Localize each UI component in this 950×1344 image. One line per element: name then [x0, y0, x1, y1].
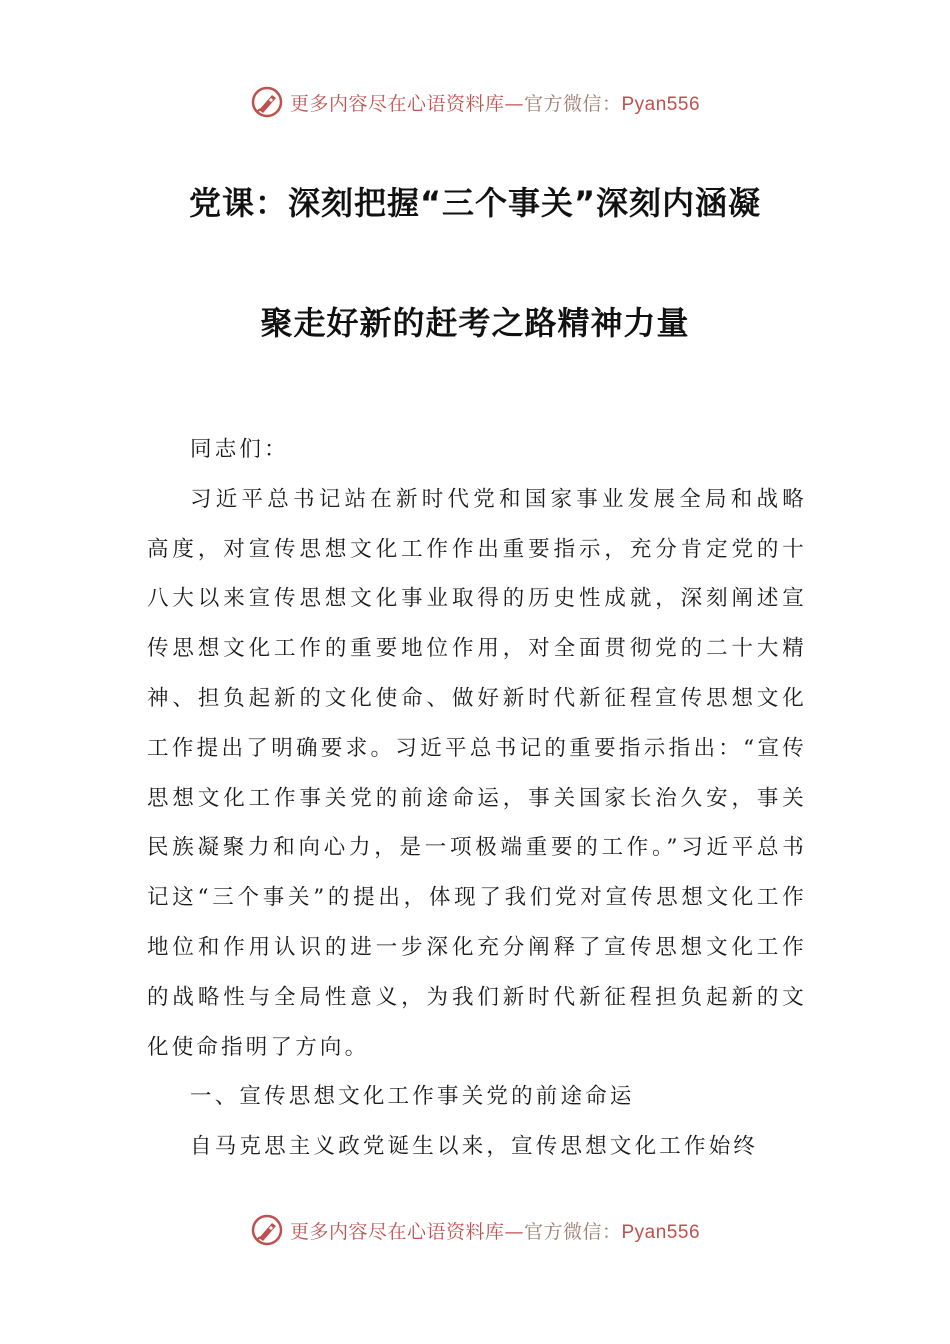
pen-nib-logo-icon — [250, 85, 284, 119]
watermark-wechat-label: 官方微信： — [523, 92, 622, 115]
document-body — [147, 425, 807, 1172]
watermark-wechat-label: 官方微信： — [523, 1220, 622, 1243]
salutation: 同志们： — [190, 437, 289, 462]
header-watermark — [0, 82, 950, 122]
footer-watermark — [0, 1210, 950, 1250]
section-heading-1: 一、宣传思想文化工作事关党的前途命运 — [190, 1084, 635, 1110]
watermark-text — [290, 1217, 700, 1244]
watermark-dash: — — [504, 92, 524, 115]
watermark-dash: — — [504, 1220, 524, 1243]
document-title-line-1: 党课：深刻把握“三个事关”深刻内涵凝 — [188, 184, 762, 222]
document-title-line-2: 聚走好新的赶考之路精神力量 — [260, 304, 690, 342]
paragraph-1: 习近平总书记站在新时代党和国家事业发展全局和战略高度，对宣传思想文化工作作出重要指示，充分肯定党的十八大以来宣传思想文化事业取得的历史性成就，深刻阐述宣传思想文化工作的重要地位作用，对全面贯彻党的二十大精神、担负起新的文化使命、做好新时代新征程宣传思想文化工作提出了明确要求。习近平总书记的重要指示指出：“宣传思想文化工作事关党的前途命运，事关国家长治久安，事关民族凝聚力和向心力，是一项极端重要的工作。”习近平总书记这“三个事关”的提出，体现了我们党对宣传思想文化工作地位和作用认识的进一步深化充分阐释了宣传思想文化工作的战略性与全局性意义，为我们新时代新征程担负起新的文化使命指明了方向。 — [147, 486, 807, 1060]
pen-nib-logo-icon — [250, 1213, 284, 1247]
watermark-wechat-id: Pyan556 — [621, 1221, 701, 1243]
watermark-main: 更多内容尽在心语资料库 — [289, 92, 505, 115]
paragraph-2: 自马克思主义政党诞生以来，宣传思想文化工作始终 — [190, 1134, 759, 1160]
watermark-text — [290, 89, 700, 116]
watermark-wechat-id: Pyan556 — [621, 93, 701, 115]
watermark-main: 更多内容尽在心语资料库 — [289, 1220, 505, 1243]
